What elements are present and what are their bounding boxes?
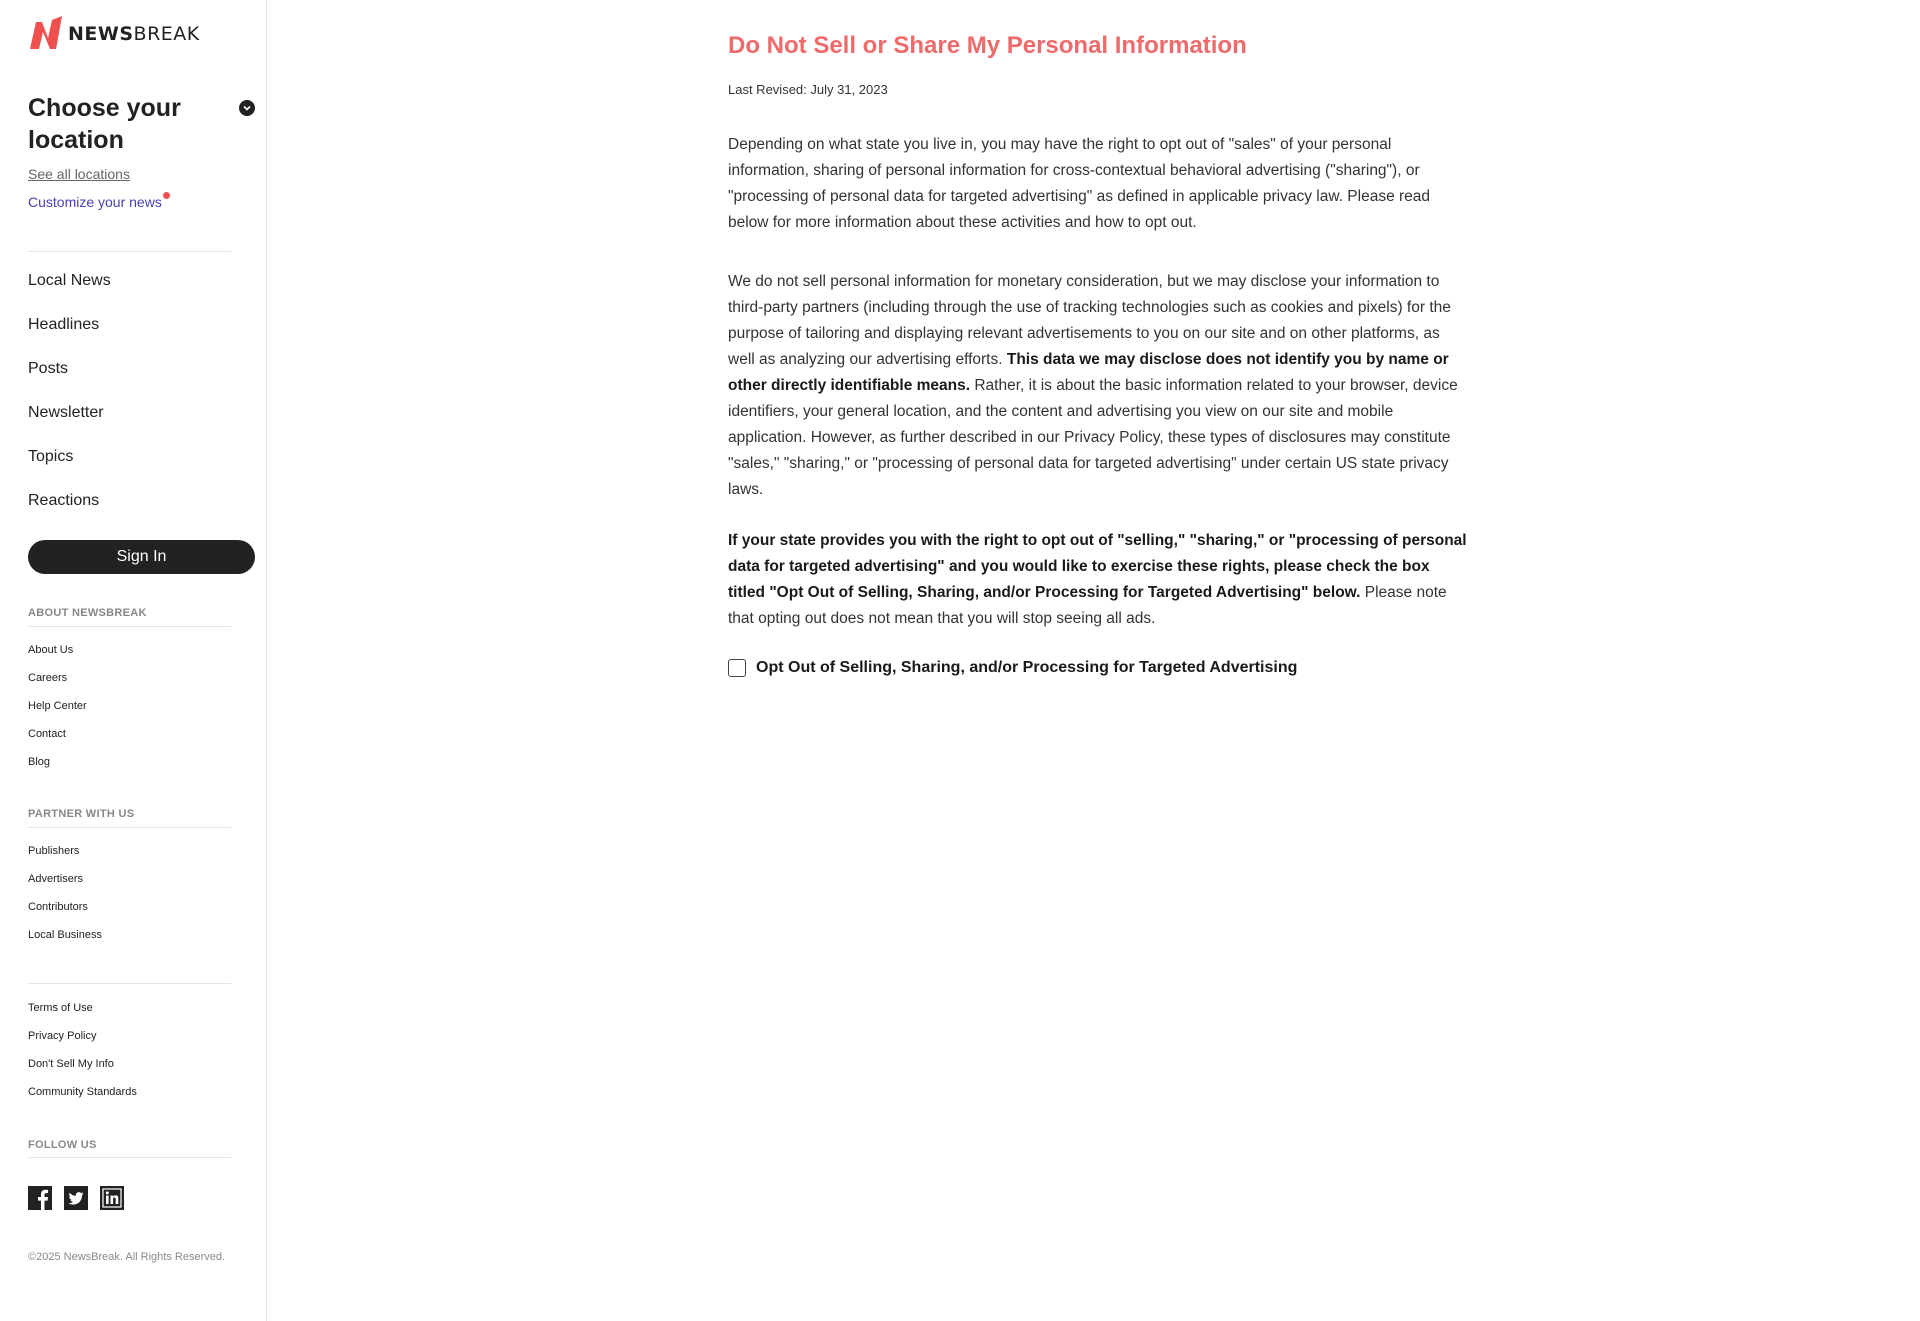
sign-in-button[interactable]: Sign In bbox=[28, 540, 255, 574]
chevron-down-icon[interactable] bbox=[239, 100, 255, 116]
divider bbox=[28, 251, 231, 252]
opt-out-instructions-paragraph: If your state provides you with the right to opt out of "selling," "sharing," or "processing of personal data for targeted advertising" and you would like to exercise these rights, please check the box titled "Opt Out of Selling, Sharing, and/or Processing for Targeted Advertising" below. Please note that opting out does not mean that you will stop seeing all ads. bbox=[728, 532, 1467, 627]
blog-link[interactable]: Blog bbox=[28, 756, 51, 768]
newsbreak-logo-icon bbox=[28, 16, 64, 52]
facebook-icon[interactable] bbox=[28, 1186, 52, 1210]
contributors-link[interactable]: Contributors bbox=[28, 901, 88, 913]
opt-out-checkbox-label[interactable]: Opt Out of Selling, Sharing, and/or Processing for Targeted Advertising bbox=[756, 659, 1298, 676]
contact-link[interactable]: Contact bbox=[28, 728, 66, 740]
opt-out-checkbox-row[interactable] bbox=[728, 659, 1297, 677]
disclosure-paragraph: We do not sell personal information for monetary consideration, but we may disclose your information to third-party partners (including through the use of tracking technologies such as cookies and pixels) for the purpose of tailoring and displaying relevant advertisements to you on our site and on other platforms, as well as analyzing our advertising efforts. This data we may disclose does not identify you by name or other directly identifiable means. Rather, it is about the basic information related to your browser, device identifiers, your general location, and the content and advertising you view on our site and mobile application. However, as further described in our Privacy Policy, these types of disclosures may constitute "sales," "sharing," or "processing of personal data for targeted advertising" under certain US state privacy laws. bbox=[728, 273, 1458, 498]
partner-heading: PARTNER WITH US bbox=[28, 808, 135, 820]
linkedin-icon[interactable] bbox=[100, 1186, 124, 1210]
newsbreak-logo[interactable] bbox=[28, 16, 200, 52]
about-us-link[interactable]: About Us bbox=[28, 644, 74, 656]
nav-local-news[interactable]: Local News bbox=[28, 272, 111, 289]
help-center-link[interactable]: Help Center bbox=[28, 700, 87, 712]
divider bbox=[28, 626, 231, 627]
divider bbox=[28, 983, 231, 984]
local-business-link[interactable]: Local Business bbox=[28, 929, 102, 941]
opt-out-checkbox[interactable] bbox=[728, 659, 746, 677]
advertisers-link[interactable]: Advertisers bbox=[28, 873, 84, 885]
page-title: Do Not Sell or Share My Personal Information bbox=[728, 32, 1247, 59]
terms-of-use-link[interactable]: Terms of Use bbox=[28, 1002, 93, 1014]
logo-text: NEWSBREAK bbox=[68, 23, 200, 45]
sidebar bbox=[0, 0, 267, 1321]
last-revised-date: Last Revised: July 31, 2023 bbox=[728, 82, 888, 97]
intro-paragraph: Depending on what state you live in, you may have the right to opt out of "sales" of your personal information, sharing of personal information for cross-contextual behavioral advertising ("sharing"), or "processing of personal data for targeted advertising" as defined in applicable privacy law. Please read below for more information about these activities and how to opt out. bbox=[728, 136, 1431, 231]
nav-posts[interactable]: Posts bbox=[28, 360, 69, 377]
follow-heading: FOLLOW US bbox=[28, 1139, 97, 1151]
see-all-locations-link[interactable]: See all locations bbox=[28, 166, 130, 182]
publishers-link[interactable]: Publishers bbox=[28, 845, 80, 857]
divider bbox=[28, 1157, 231, 1158]
divider bbox=[28, 827, 231, 828]
choose-location-title[interactable]: Choose your location bbox=[28, 94, 181, 154]
copyright-text: ©2025 NewsBreak. All Rights Reserved. bbox=[28, 1251, 226, 1263]
privacy-policy-link[interactable]: Privacy Policy bbox=[28, 1030, 97, 1042]
nav-reactions[interactable]: Reactions bbox=[28, 492, 100, 509]
twitter-icon[interactable] bbox=[64, 1186, 88, 1210]
nav-headlines[interactable]: Headlines bbox=[28, 316, 100, 333]
about-heading: ABOUT NEWSBREAK bbox=[28, 607, 147, 619]
careers-link[interactable]: Careers bbox=[28, 672, 68, 684]
nav-topics[interactable]: Topics bbox=[28, 448, 74, 465]
notification-dot bbox=[163, 192, 170, 199]
community-standards-link[interactable]: Community Standards bbox=[28, 1086, 137, 1098]
customize-news-link[interactable]: Customize your news bbox=[28, 194, 162, 210]
dont-sell-my-info-link[interactable]: Don't Sell My Info bbox=[28, 1058, 114, 1070]
nav-newsletter[interactable]: Newsletter bbox=[28, 404, 104, 421]
